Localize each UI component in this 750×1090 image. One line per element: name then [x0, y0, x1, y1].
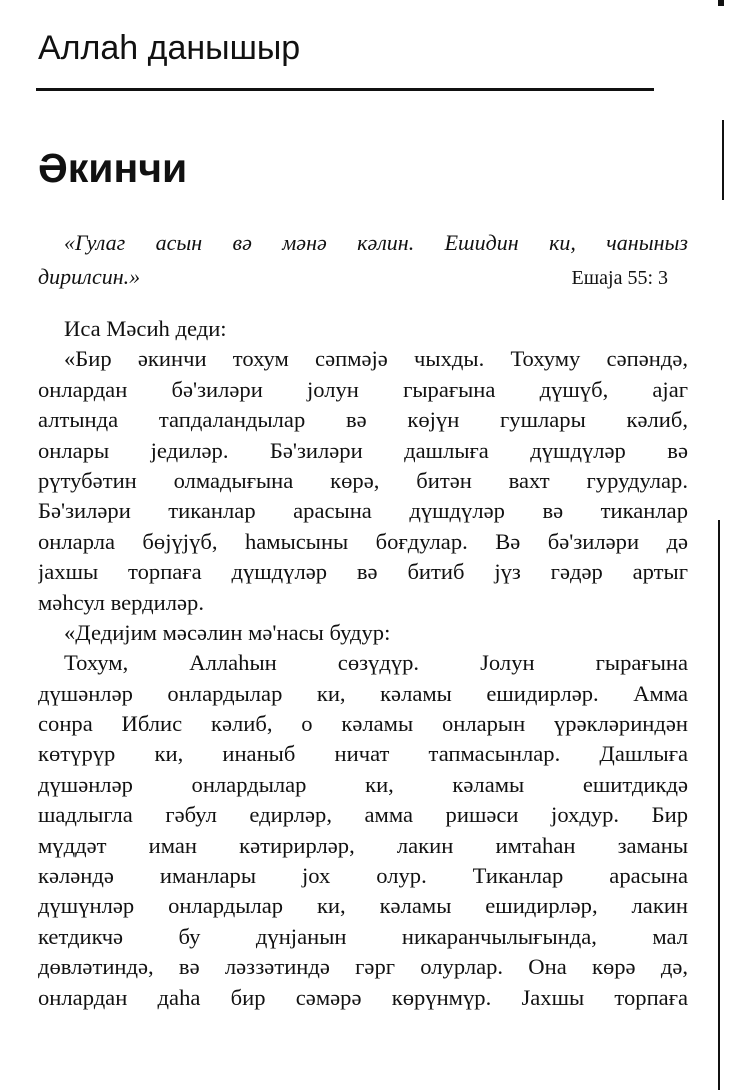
scan-margin-line: [718, 520, 720, 1090]
text-line: јахшы торпаға дүшдүләр вә битиб јүз гәдәр артыг: [38, 559, 688, 585]
epigraph-quote-line-2: дирилсин.»: [38, 264, 141, 289]
text-line: дүшәнләр онлардылар ки, кәламы ешитдикдә: [38, 771, 688, 797]
text-line: кәләндә иманлары јох олур. Тиканлар арасына: [38, 863, 688, 889]
text-line: көтүрүр ки, инаныб ничат тапмасынлар. Дашлыға: [38, 741, 688, 767]
text-line: дүшүнләр онлардылар ки, кәламы ешидирләр, лакин: [38, 893, 688, 919]
epigraph-reference: Ешаја 55: 3: [571, 267, 668, 289]
scan-corner-mark: [718, 0, 724, 6]
text-line: онлары једиләр. Бә'зиләри дашлыға дүшдүләр вә: [38, 437, 688, 463]
chapter-title: Әкинчи: [38, 145, 188, 191]
epigraph-quote-line-1: «Гулаг асын вә мәнә кәлин. Ешидин ки, чаныныз: [64, 230, 688, 255]
text-line: сонра Иблис кәлиб, о кәламы онларын үрәкләриндән: [38, 711, 688, 737]
scan-margin-line: [722, 120, 724, 200]
header-rule: [36, 88, 654, 91]
running-header: Аллаһ данышыр: [38, 29, 301, 67]
text-line: онлардан бә'зиләри јолун гырағына дүшүб, ајаг: [38, 376, 688, 402]
text-line: кетдикчә бу дүнјанын никаранчылығында, мал: [38, 923, 688, 949]
text-line: Тохум, Аллаһын сөзүдүр. Јолун гырағына: [64, 650, 688, 676]
text-line: мүддәт иман кәтирирләр, лакин имтаһан заманы: [38, 832, 688, 858]
text-line: Бә'зиләри тиканлар арасына дүшдүләр вә тиканлар: [38, 498, 688, 524]
text-line: онлардан даһа бир сәмәрә көрүнмүр. Јахшы торпаға: [38, 984, 688, 1010]
epigraph-last-line: [38, 260, 688, 295]
text-line: алтында тапдаландылар вә көјүн гушлары кәлиб,: [38, 407, 688, 433]
text-line: онларла бөјүјүб, һамысыны боғдулар. Вә бә'зиләри дә: [38, 528, 688, 554]
text-line: рүтубәтин олмадығына көрә, битән вахт гурудулар.: [38, 467, 688, 493]
text-line: «Дедијим мәсәлин мә'насы будур:: [64, 619, 391, 645]
text-line: «Бир әкинчи тохум сәпмәјә чыхды. Тохуму сәпәндә,: [64, 346, 688, 372]
epigraph: [38, 226, 688, 295]
text-line: мәһсул вердиләр.: [38, 589, 204, 615]
body-text: [38, 314, 688, 1013]
text-line: дүшәнләр онлардылар ки, кәламы ешидирләр. Амма: [38, 680, 688, 706]
text-line: дөвләтиндә, вә ләззәтиндә гәрг олурлар. Она көрә дә,: [38, 954, 688, 980]
text-line: Иса Мәсиһ деди:: [64, 316, 227, 341]
text-line: шадлыгла гәбул едирләр, амма ришәси јохдур. Бир: [38, 802, 688, 828]
